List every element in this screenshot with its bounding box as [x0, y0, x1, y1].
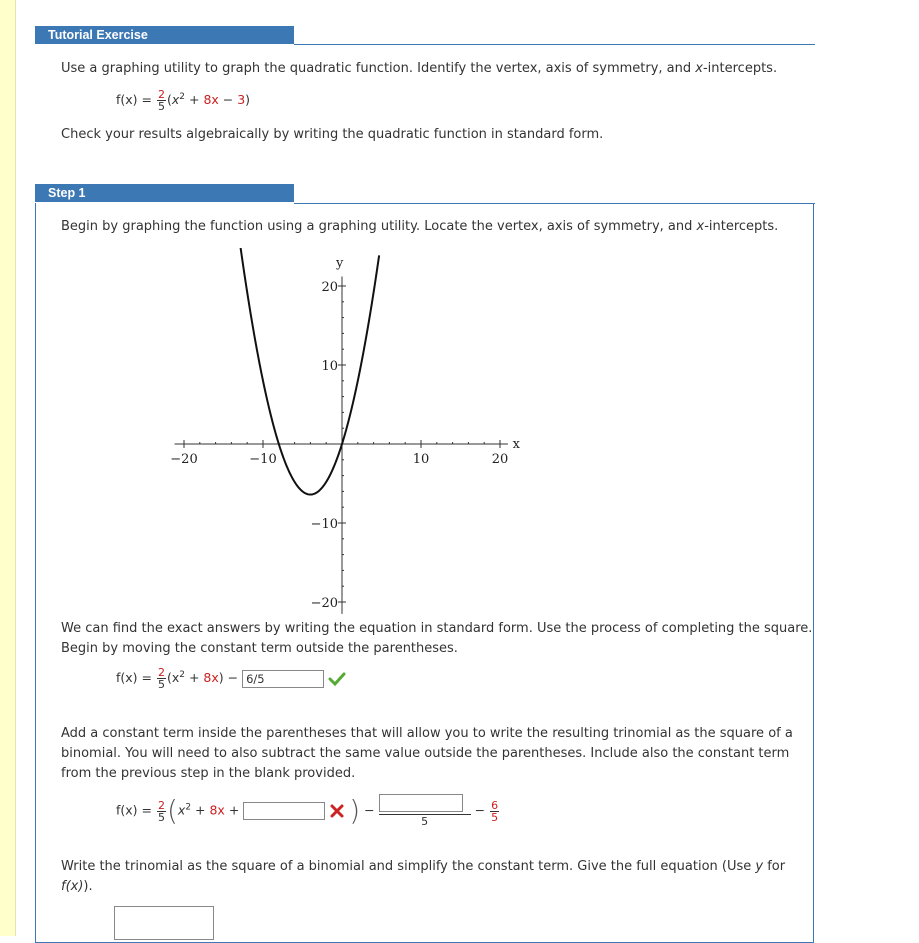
square-term-input[interactable] [243, 802, 325, 820]
step-1-header: Step 1 [35, 184, 294, 202]
x-axis-label: x [512, 437, 520, 452]
x-tick-label: −10 [249, 452, 277, 467]
tutorial-header-rule [294, 44, 815, 45]
function-definition: f(x) = $\frac{2}{5}$ $(x^2 + 8x - 3)$ [116, 88, 251, 113]
parabola-graph [160, 248, 540, 618]
full-equation-input[interactable] [114, 906, 214, 940]
complete-square-instructions: Add a constant term inside the parentheses that will allow you to write the resulting trinomial as the square of a binomial. You will need to also subtract the same value outside the parentheses. Include also the constant term from the previous step in the blank provided. [61, 726, 793, 781]
y-tick-label: −20 [310, 596, 338, 611]
equation-step-2: f(x) = $\frac{2}{5}$ ($x^2 + 8x$ + ) − 5 − $\frac{6}{5}$ [116, 794, 499, 828]
y-axis-label: y [336, 256, 344, 271]
y-tick-label: −10 [310, 517, 338, 532]
y-tick-label: 20 [321, 280, 338, 295]
x-tick-label: 10 [412, 452, 430, 467]
left-margin-strip [0, 0, 16, 936]
constant-answer-input[interactable]: 6/5 [242, 670, 324, 688]
check-icon [328, 671, 346, 687]
equation-step-1: f(x) = $\frac{2}{5}$ $(x^2 + 8x) - 6/5$ [116, 667, 346, 690]
problem-statement: Use a graphing utility to graph the quadratic function. Identify the vertex, axis of symmetry, and x-intercepts. [61, 61, 778, 76]
x-tick-label: −20 [170, 452, 198, 467]
y-tick-label: 10 [321, 359, 338, 374]
x-tick-label: 20 [491, 452, 509, 467]
binomial-square-instructions: Write the trinomial as the square of a binomial and simplify the constant term. Give the full equation (Use y for f(x)). [61, 859, 786, 894]
cross-icon [329, 803, 345, 819]
subtracted-numerator-input[interactable] [379, 794, 463, 812]
check-instruction: Check your results algebraically by writing the quadratic function in standard form. [61, 127, 604, 142]
tutorial-exercise-header: Tutorial Exercise [35, 26, 294, 44]
step-1-intro: Begin by graphing the function using a graphing utility. Locate the vertex, axis of symmetry, and x-intercepts. [61, 219, 779, 234]
standard-form-explanation: We can find the exact answers by writing the equation in standard form. Use the process of completing the square. Begin by moving the constant term outside the parentheses. [61, 621, 813, 656]
